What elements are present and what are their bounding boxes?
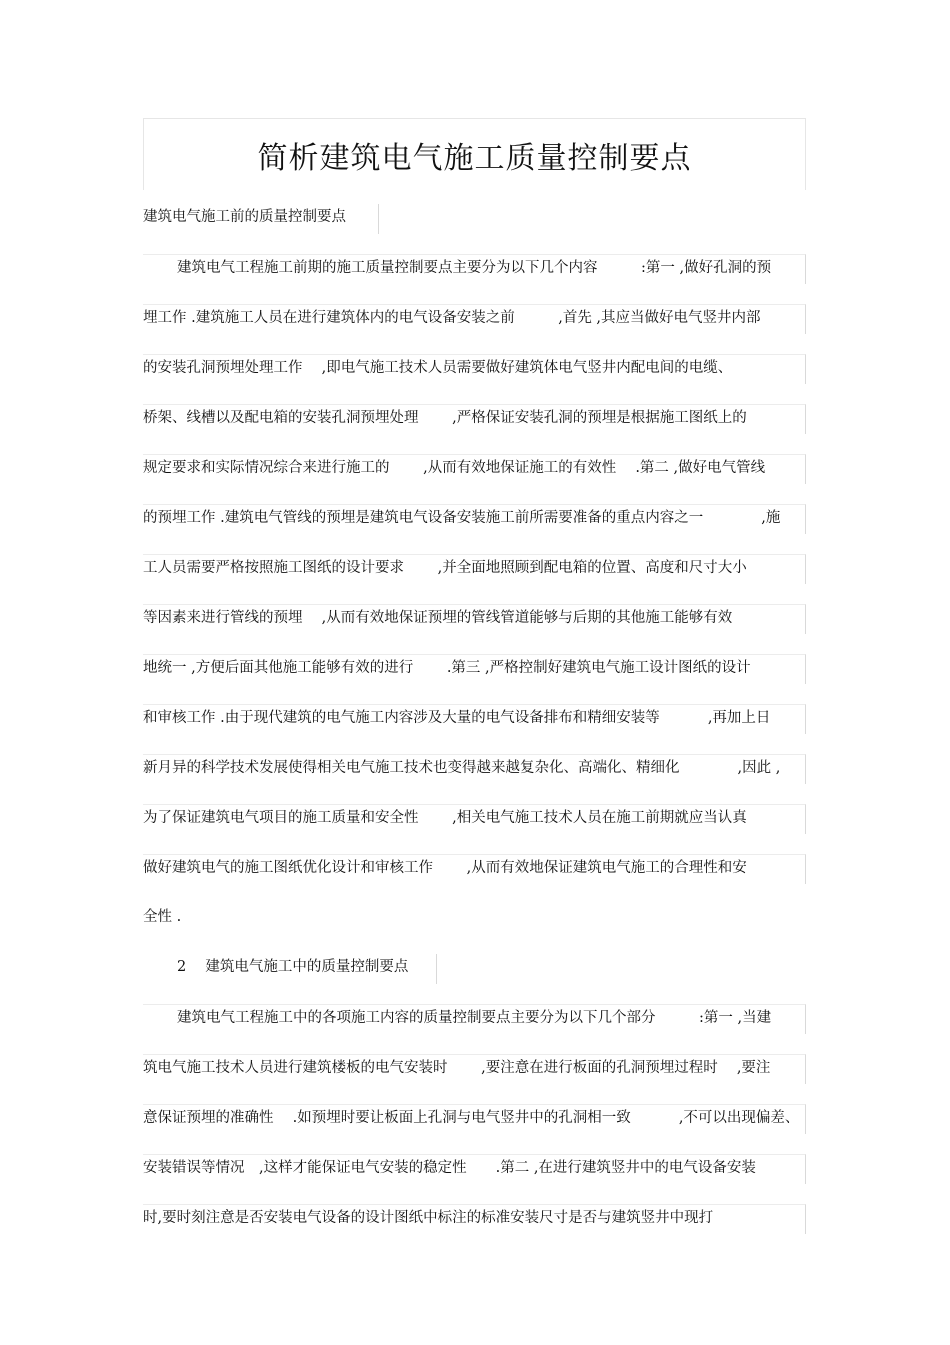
paragraph-line: 的安装孔洞预埋处理工作 ,即电气施工技术人员需要做好建筑体电气竖井内配电间的电缆、 (143, 354, 806, 384)
paragraph-line: 规定要求和实际情况综合来进行施工的 ,从而有效地保证施工的有效性 .第二 ,做好电气管线 (143, 454, 806, 484)
paragraph-line: 工人员需要严格按照施工图纸的设计要求 ,并全面地照顾到配电箱的位置、高度和尺寸大小 (143, 554, 806, 584)
paragraph-line: 意保证预埋的准确性 .如预埋时要让板面上孔洞与电气竖井中的孔洞相一致 ,不可以出现偏差、 (143, 1104, 806, 1134)
title-box (143, 118, 806, 190)
paragraph-line: 桥架、线槽以及配电箱的安装孔洞预埋处理 ,严格保证安装孔洞的预埋是根据施工图纸上的 (143, 404, 806, 434)
paragraph-line: 安装错误等情况 ,这样才能保证电气安装的稳定性 .第二 ,在进行建筑竖井中的电气设备安装 (143, 1154, 806, 1184)
paragraph-line: 全性 . (143, 909, 182, 925)
document-title: 简析建筑电气施工质量控制要点 (257, 141, 692, 176)
paragraph-line: 埋工作 .建筑施工人员在进行建筑体内的电气设备安装之前 ,首先 ,其应当做好电气竖井内部 (143, 304, 806, 334)
paragraph-line: 时,要时刻注意是否安装电气设备的设计图纸中标注的标准安装尺寸是否与建筑竖井中现打 (143, 1204, 806, 1234)
paragraph-line: 等因素来进行管线的预埋 ,从而有效地保证预埋的管线管道能够与后期的其他施工能够有效 (143, 604, 806, 634)
paragraph-line: 的预埋工作 .建筑电气管线的预埋是建筑电气设备安装施工前所需要准备的重点内容之一 ,施 (143, 504, 806, 534)
paragraph-line: 做好建筑电气的施工图纸优化设计和审核工作 ,从而有效地保证建筑电气施工的合理性和安 (143, 854, 806, 884)
paragraph-line: 和审核工作 .由于现代建筑的电气施工内容涉及大量的电气设备排布和精细安装等 ,再加上日 (143, 704, 806, 734)
section-heading: 建筑电气施工前的质量控制要点 (143, 204, 379, 234)
paragraph-line: 地统一 ,方便后面其他施工能够有效的进行 .第三 ,严格控制好建筑电气施工设计图纸的设计 (143, 654, 806, 684)
paragraph-line: 建筑电气工程施工前期的施工质量控制要点主要分为以下几个内容 :第一 ,做好孔洞的预 (143, 254, 806, 284)
section-heading: 2 建筑电气施工中的质量控制要点 (143, 954, 437, 984)
paragraph-line: 建筑电气工程施工中的各项施工内容的质量控制要点主要分为以下几个部分 :第一 ,当建 (143, 1004, 806, 1034)
paragraph-line: 为了保证建筑电气项目的施工质量和安全性 ,相关电气施工技术人员在施工前期就应当认真 (143, 804, 806, 834)
paragraph-line: 筑电气施工技术人员进行建筑楼板的电气安装时 ,要注意在进行板面的孔洞预埋过程时 ,要注 (143, 1054, 806, 1084)
paragraph-line: 新月异的科学技术发展使得相关电气施工技术也变得越来越复杂化、高端化、精细化 ,因此 , (143, 754, 806, 784)
